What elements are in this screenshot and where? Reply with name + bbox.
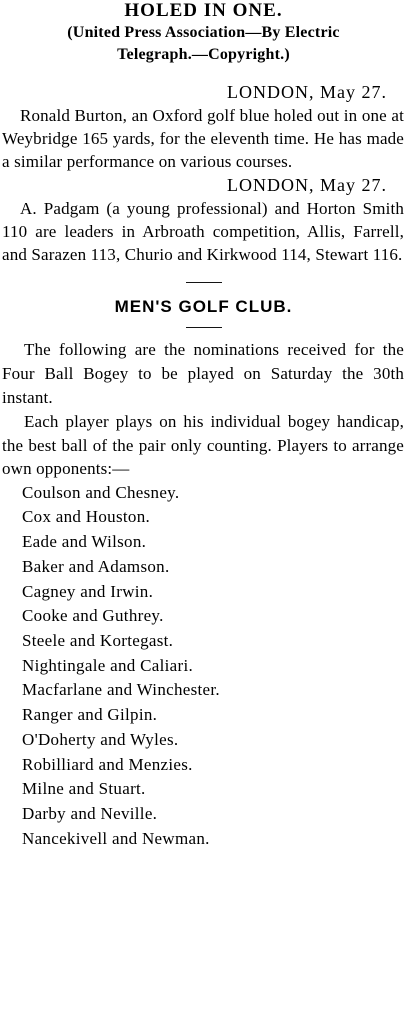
pair-entry: Steele and Kortegast. <box>22 631 174 650</box>
club-title: MEN'S GOLF CLUB. <box>114 297 293 316</box>
pairs-list <box>0 481 407 852</box>
credit-line: Telegraph.—Copyright.) <box>117 46 290 63</box>
pair-entry: Nightingale and Caliari. <box>22 655 194 675</box>
pair-entry: Robilliard and Menzies. <box>22 754 193 774</box>
holed-in-one-article <box>0 0 407 266</box>
credit-line: (United Press Association—By Electric <box>67 24 340 41</box>
dateline: LONDON, May 27. <box>227 175 387 195</box>
pair-entry: Cox and Houston. <box>22 507 151 527</box>
pair-entry: Baker and Adamson. <box>22 556 170 576</box>
news-paragraph: A. Padgam (a young professional) and Horton Smith 110 are leaders in Arbroath competition, Allis, Farrell, and Sarazen 113, Churio and Kirkwood 114, Stewart 116. <box>2 199 404 264</box>
section-divider <box>186 327 222 328</box>
nominations-rules: Each player plays on his individual bogey handicap, the best ball of the pair only counting. Players to arrange own opponents:— <box>2 412 404 479</box>
pair-entry: O'Doherty and Wyles. <box>22 729 179 749</box>
pair-entry: Coulson and Chesney. <box>22 482 180 502</box>
article-heading: HOLED IN ONE. <box>124 0 283 21</box>
pair-entry: Ranger and Gilpin. <box>22 705 158 725</box>
news-paragraph: Ronald Burton, an Oxford golf blue holed out in one at Weybridge 165 yards, for the eleventh time. He has made a similar performance on various courses. <box>2 106 404 171</box>
dateline: LONDON, May 27. <box>227 82 387 102</box>
nominations-intro: The following are the nominations received for the Four Ball Bogey to be played on Saturday the 30th instant. <box>2 340 404 407</box>
pair-entry: Milne and Stuart. <box>22 779 146 799</box>
pair-entry: Darby and Neville. <box>22 803 158 823</box>
pair-entry: Cagney and Irwin. <box>22 581 154 601</box>
pair-entry: Cooke and Guthrey. <box>22 606 164 626</box>
section-divider <box>186 282 222 283</box>
mens-golf-club-notice <box>0 295 407 851</box>
pair-entry: Eade and Wilson. <box>22 532 147 552</box>
pair-entry: Macfarlane and Winchester. <box>22 680 220 700</box>
pair-entry: Nancekivell and Newman. <box>22 828 210 848</box>
